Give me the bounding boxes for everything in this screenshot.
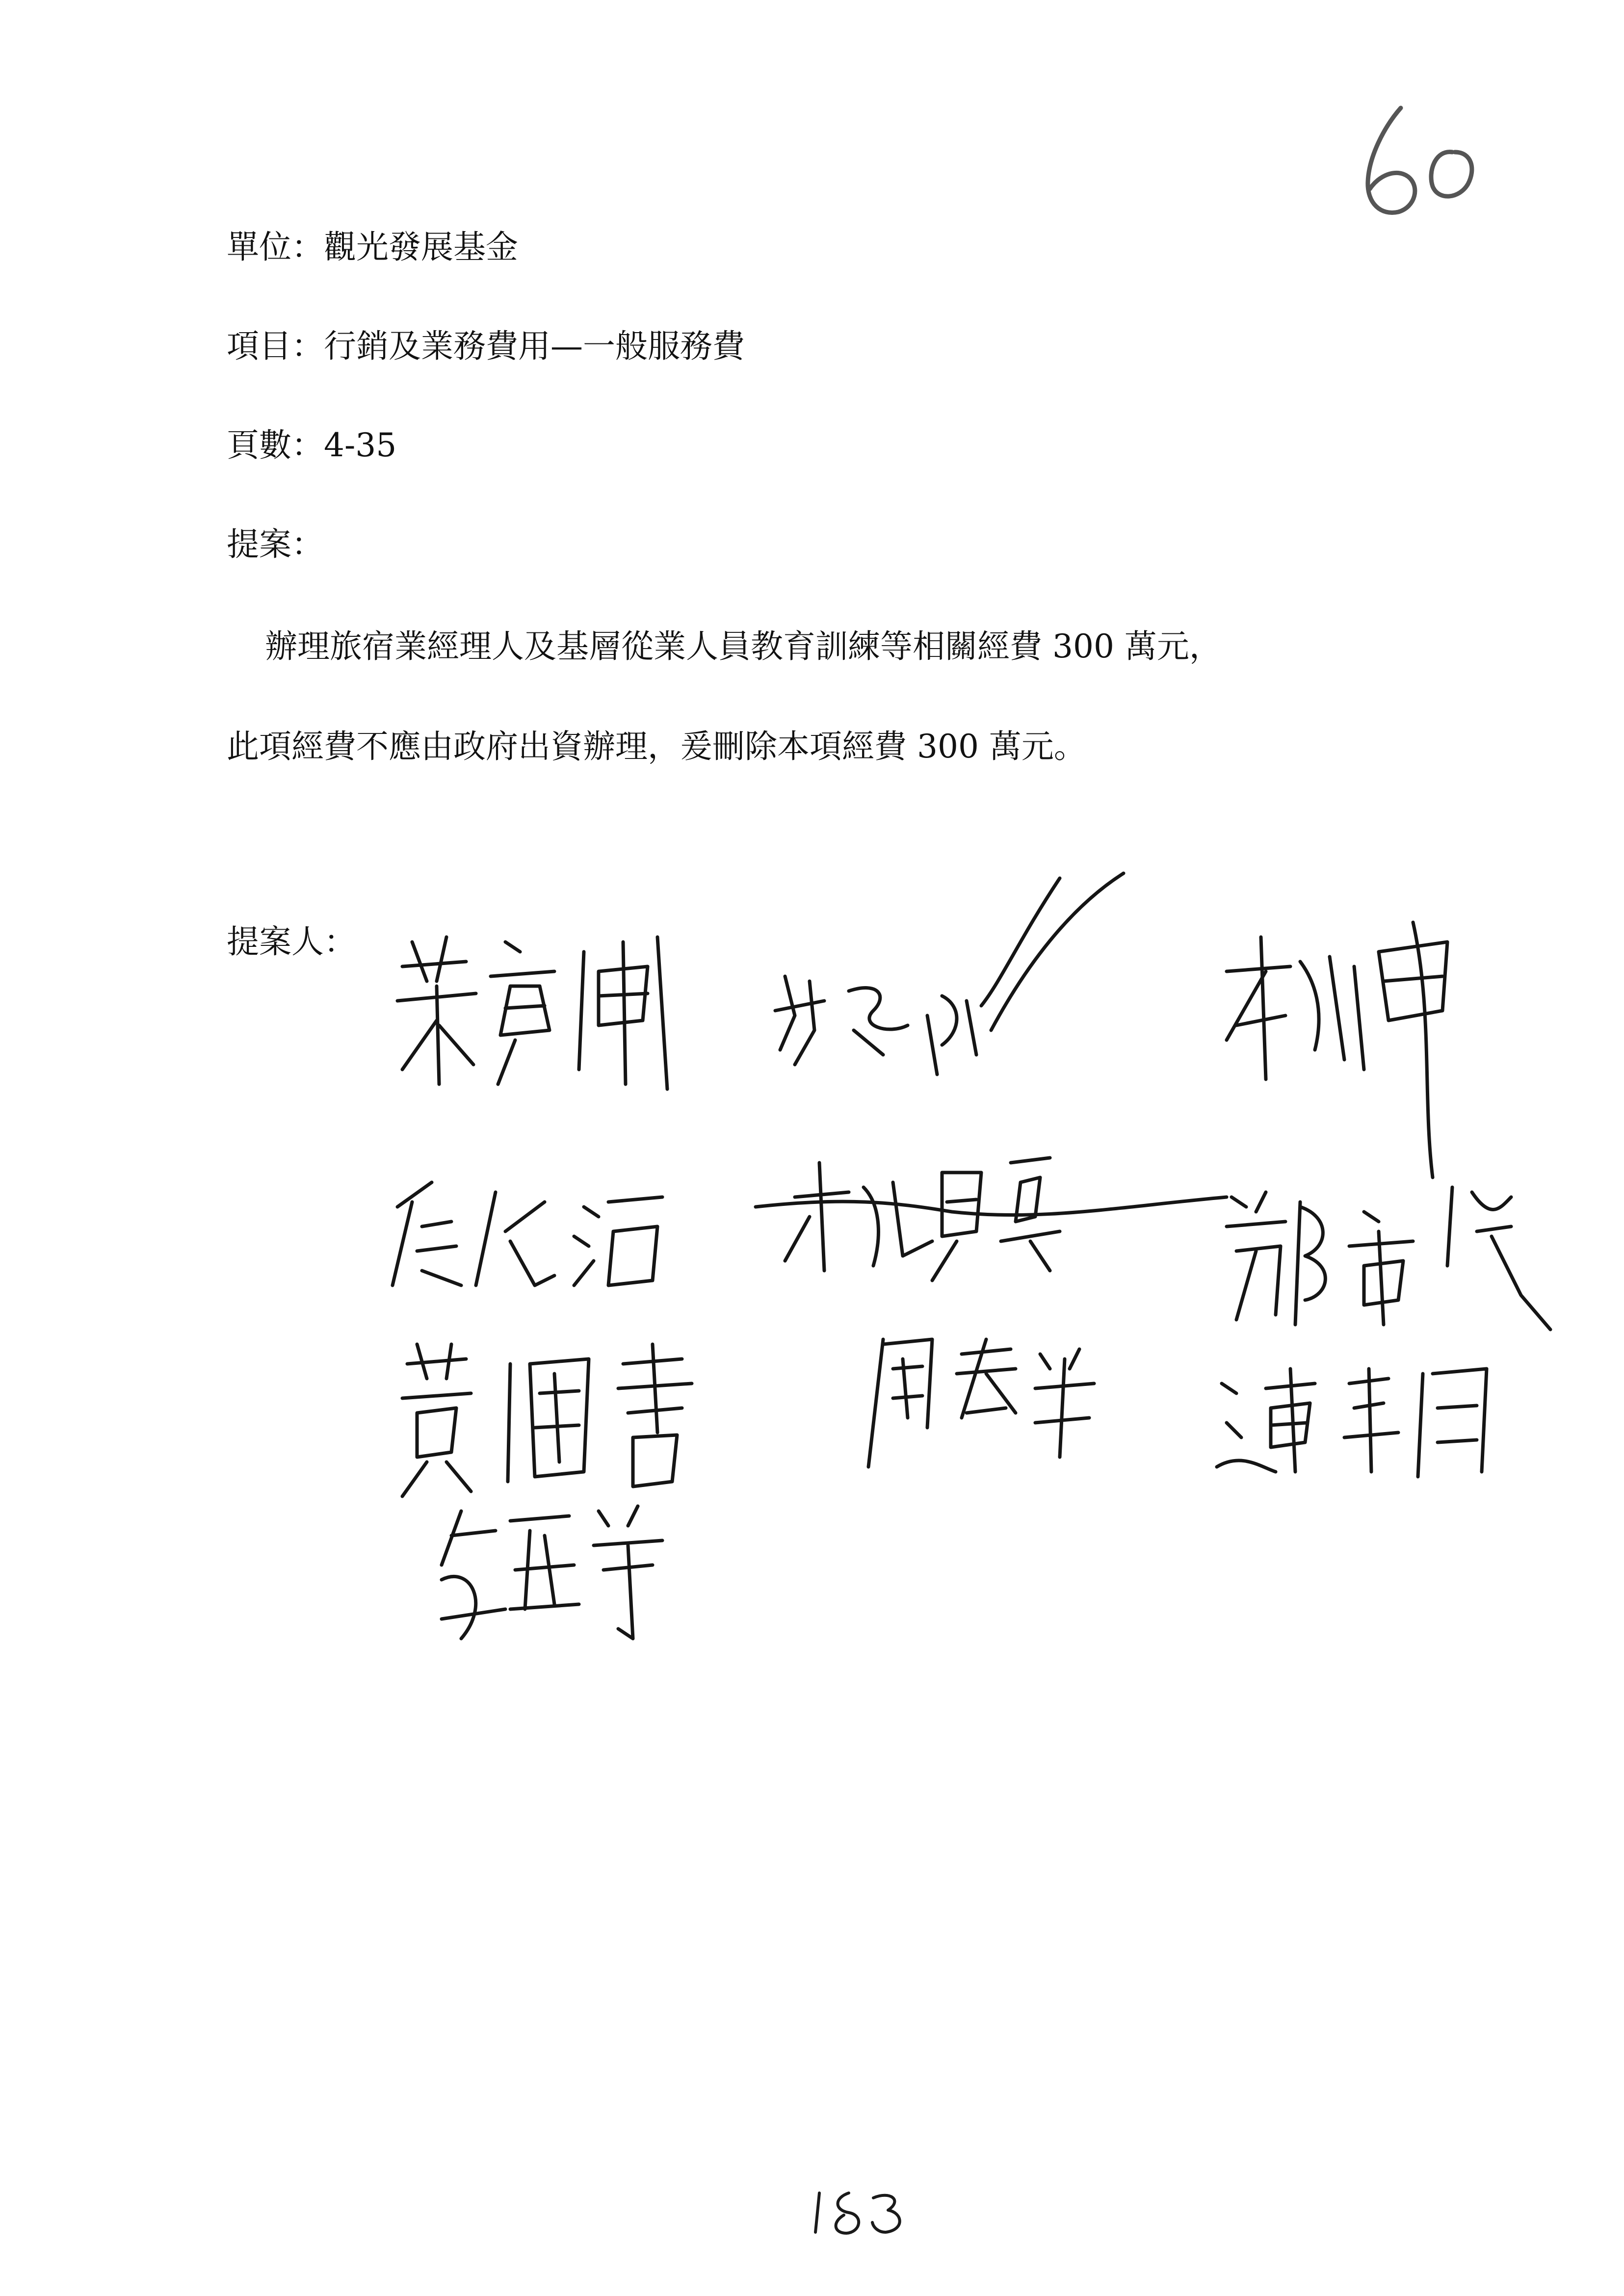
unit-value: 觀光發展基金 <box>324 228 518 266</box>
signature-2 <box>765 868 1138 1114</box>
pages-label: 頁數： <box>227 426 324 464</box>
item-value: 行銷及業務費用—一般服務費 <box>324 327 745 365</box>
unit-label: 單位： <box>227 228 324 266</box>
signature-10 <box>432 1491 707 1648</box>
signature-8 <box>854 1330 1099 1477</box>
handwritten-sheet-number <box>1354 98 1501 226</box>
proposal-text-line-2: 此項經費不應由政府出資辦理，爰刪除本項經費 300 萬元。 <box>227 728 1086 765</box>
signature-3 <box>1217 913 1521 1187</box>
item-line <box>227 327 745 366</box>
handwritten-page-number <box>805 2178 917 2242</box>
signature-6 <box>1217 1168 1570 1344</box>
signature-7 <box>388 1334 741 1501</box>
signature-4 <box>388 1163 692 1310</box>
item-label: 項目： <box>227 327 324 365</box>
proposal-label-line <box>227 525 324 564</box>
proposers-label: 提案人： <box>227 923 356 961</box>
pages-line <box>227 426 396 465</box>
signature-9 <box>1212 1354 1516 1482</box>
proposal-text-line-1: 辦理旅宿業經理人及基層從業人員教育訓練等相關經費 300 萬元， <box>265 627 1222 665</box>
signature-1 <box>393 922 697 1128</box>
signature-5 <box>746 1143 1236 1310</box>
unit-line <box>227 228 518 267</box>
pages-value: 4-35 <box>324 426 397 464</box>
proposal-label: 提案： <box>227 525 324 563</box>
